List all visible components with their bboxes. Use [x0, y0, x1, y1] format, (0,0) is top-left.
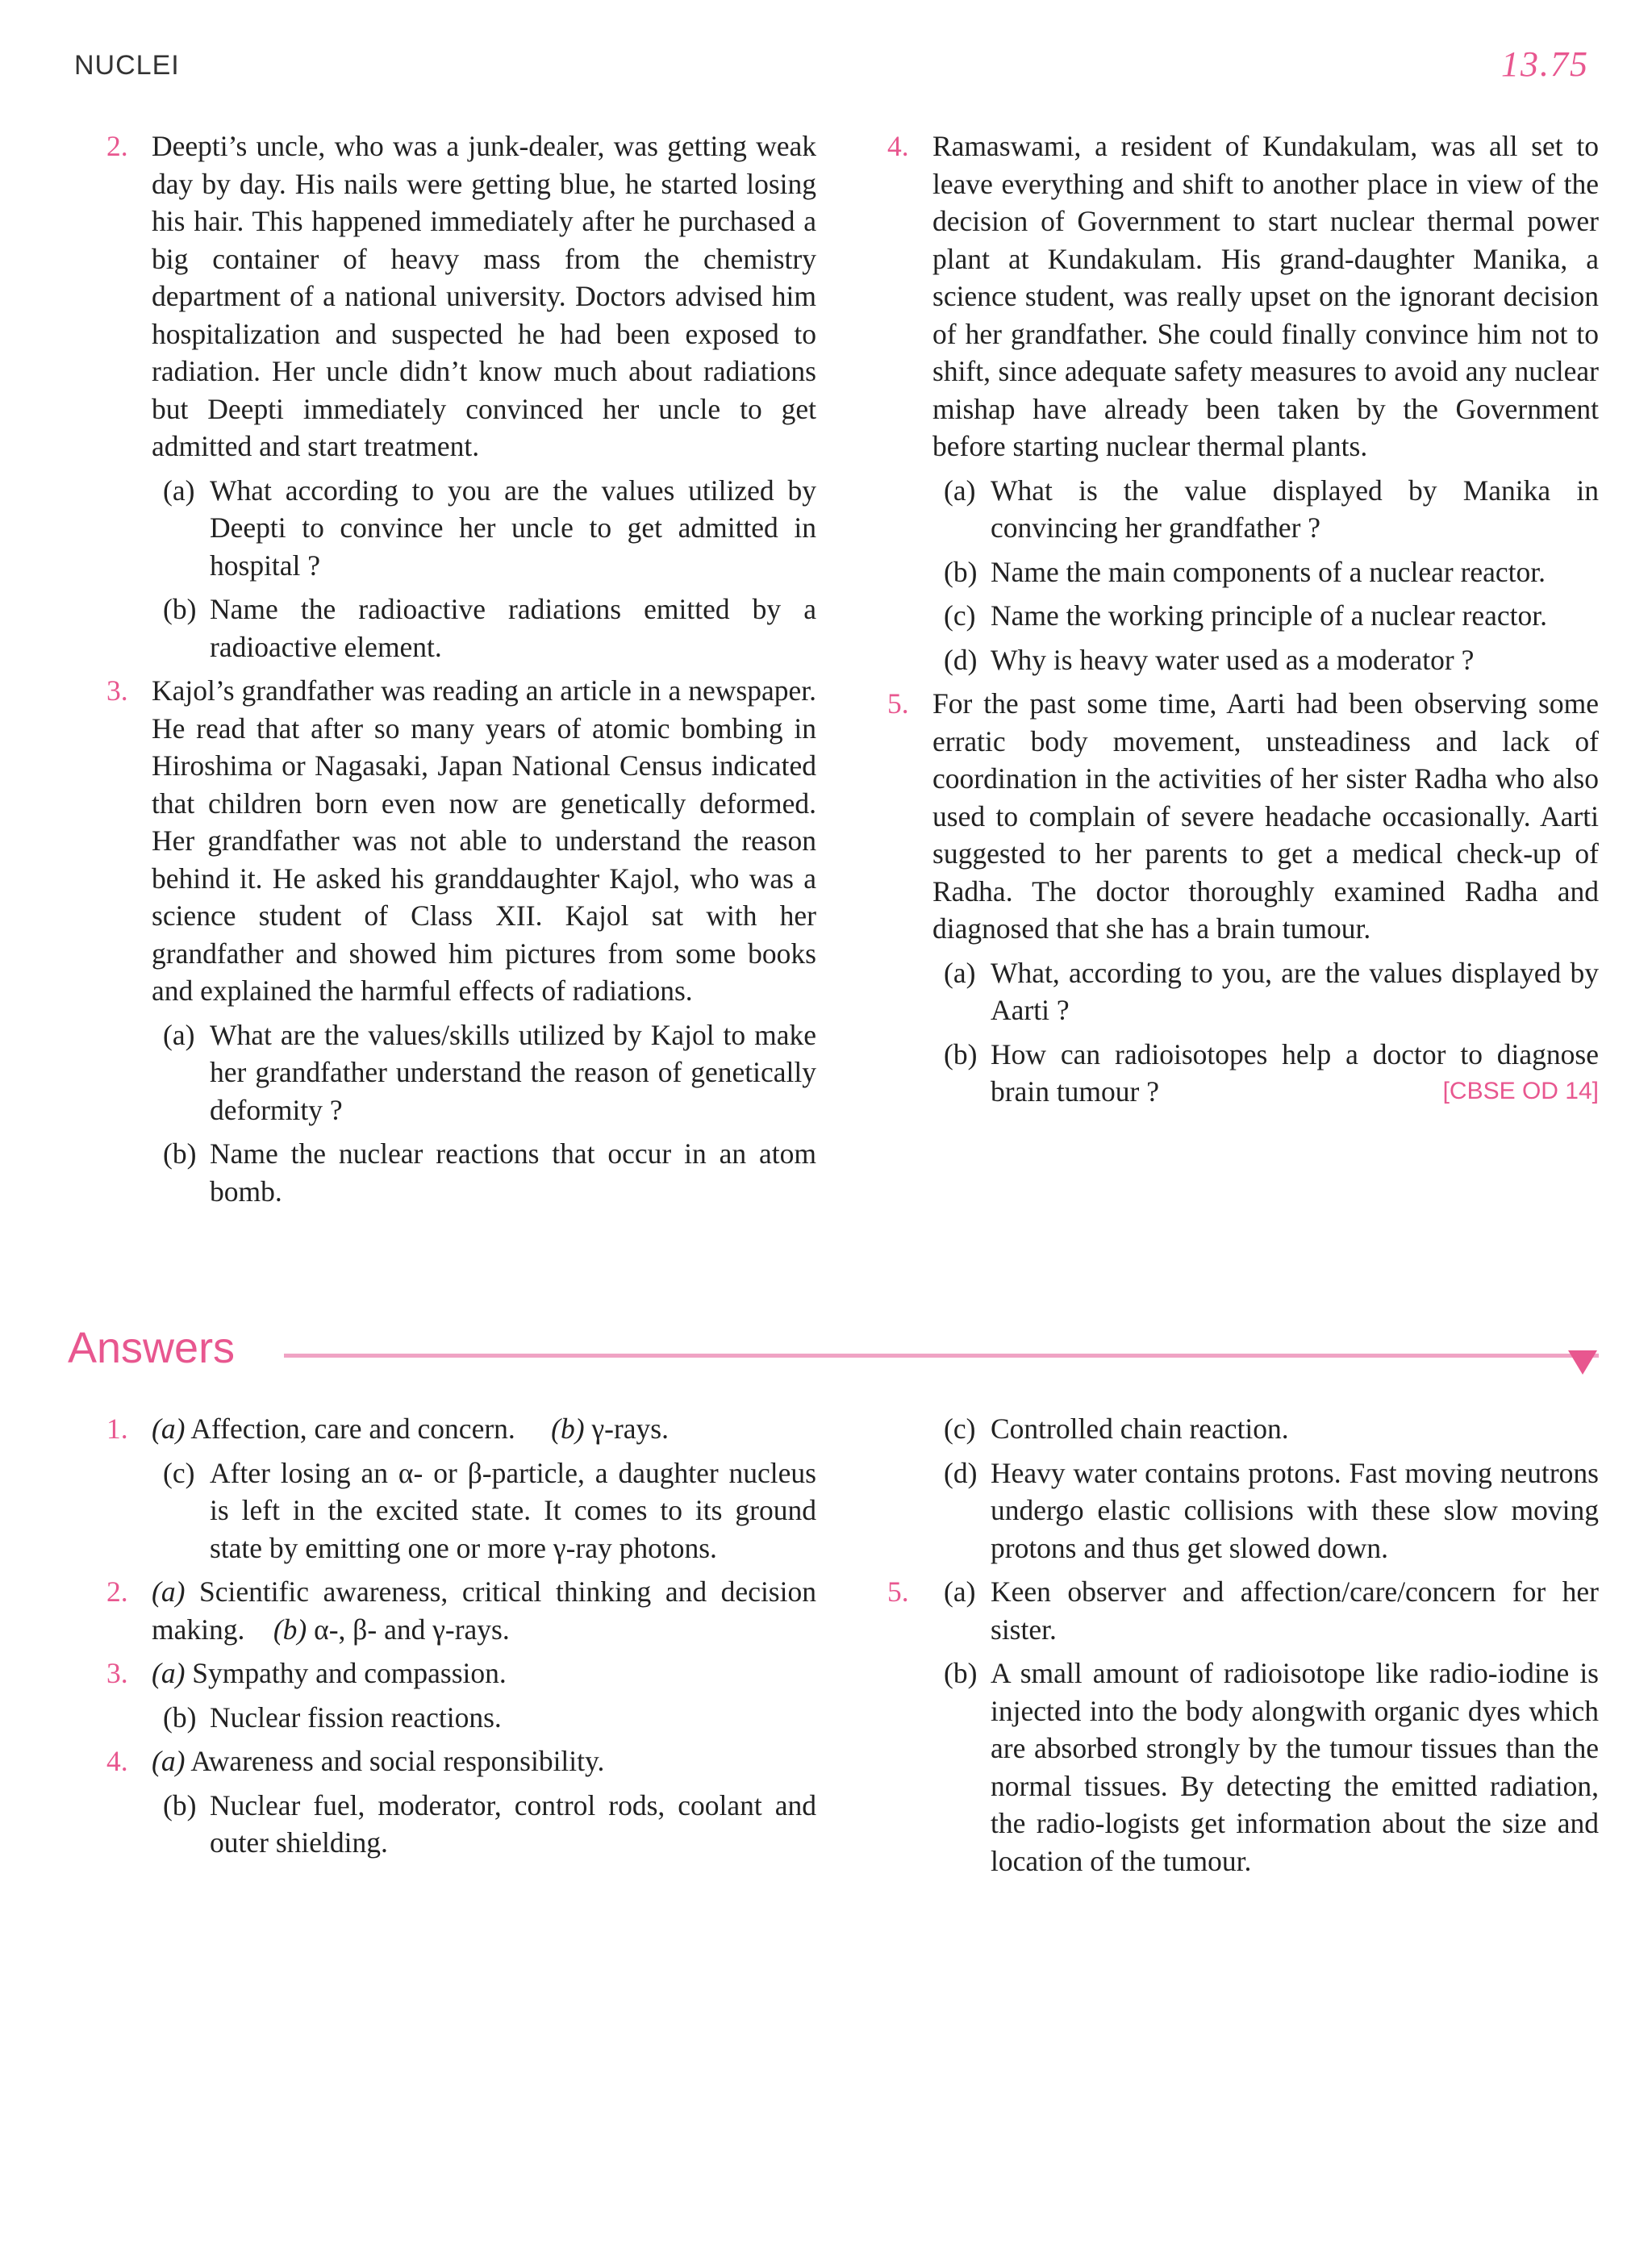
sub-label: (a): [163, 474, 195, 507]
answer-label: (a): [944, 1575, 976, 1608]
sub-text: How can radioisotopes help a doctor to diagnose brain tumour ?: [991, 1037, 1599, 1108]
question-4: [887, 127, 1599, 465]
question-4c: [887, 597, 1599, 635]
sub-text: Name the main components of a nuclear reactor.: [991, 555, 1546, 588]
answer-number: 3.: [106, 1657, 128, 1689]
answer-text: Awareness and social responsibility.: [190, 1745, 605, 1777]
questions-left-column: [106, 127, 816, 1216]
answer-label: (a): [152, 1575, 186, 1608]
answer-5: [887, 1573, 1599, 1648]
question-number: 2.: [106, 130, 128, 162]
question-3: [106, 672, 816, 1010]
answer-number: 2.: [106, 1575, 128, 1608]
answers-divider: [284, 1354, 1599, 1358]
question-4b: [887, 553, 1599, 591]
answer-label: (a): [152, 1657, 186, 1689]
answer-text: Scientific awareness, critical thinking and decision making.: [152, 1575, 816, 1646]
answers-heading: Answers: [68, 1324, 236, 1372]
sub-label: (b): [944, 555, 978, 588]
answer-4d: [887, 1454, 1599, 1567]
sub-label: (a): [944, 474, 976, 507]
answer-text: Nuclear fission reactions.: [210, 1700, 502, 1734]
answer-text: A small amount of radioisotope like radio-iodine is injected into the body alongwith organic dyes which are absorbed strongly by the tumour tissues than the normal tissues. By detecting the emitted radiation, the radio-logists get information about the size and location of the tumour.: [991, 1657, 1599, 1877]
answer-number: 4.: [106, 1745, 128, 1777]
sub-text: What, according to you, are the values displayed by Aarti ?: [991, 956, 1599, 1026]
answer-text: Heavy water contains protons. Fast moving neutrons undergo elastic collisions with these slow moving protons and thus get slowed down.: [991, 1456, 1599, 1564]
question-5a: [887, 954, 1599, 1029]
sub-label: (b): [163, 1137, 197, 1170]
answer-text: α-, β- and γ-rays.: [314, 1613, 510, 1646]
triangle-marker-icon: [1568, 1350, 1597, 1375]
sub-label: (b): [944, 1037, 978, 1070]
answer-text: γ-rays.: [591, 1413, 669, 1445]
sub-text: Name the nuclear reactions that occur in an atom bomb.: [210, 1137, 816, 1208]
answers-right-column: [887, 1410, 1599, 1886]
source-citation: [CBSE OD 14]: [1442, 1078, 1599, 1104]
answer-3: [106, 1655, 816, 1692]
sub-label: (c): [944, 599, 976, 632]
sub-text: Name the radioactive radiations emitted by a radioactive element.: [210, 593, 816, 663]
sub-label: (d): [944, 643, 978, 676]
question-2: [106, 127, 816, 465]
answer-label: (b): [163, 1700, 197, 1734]
answer-label: (b): [944, 1657, 978, 1689]
answer-text: Controlled chain reaction.: [991, 1413, 1289, 1445]
answer-number: 5.: [887, 1575, 909, 1608]
question-number: 4.: [887, 130, 909, 162]
page-number: 13.75: [1501, 44, 1589, 84]
sub-text: What are the values/skills utilized by Kajol to make her grandfather understand the reason of genetically deformity ?: [210, 1018, 816, 1126]
answer-label: (b): [551, 1413, 585, 1445]
answer-text: Sympathy and compassion.: [192, 1657, 507, 1689]
sub-text: What according to you are the values utilized by Deepti to convince her uncle to get admitted in hospital ?: [210, 474, 816, 582]
question-number: 5.: [887, 687, 909, 720]
question-2b: [106, 590, 816, 666]
sub-label: (a): [944, 956, 976, 989]
question-5: [887, 685, 1599, 948]
question-3a: [106, 1016, 816, 1129]
question-2a: [106, 472, 816, 585]
answer-text: Affection, care and concern.: [190, 1413, 515, 1445]
question-text: For the past some time, Aarti had been observing some erratic body movement, unsteadiness and lack of coordination in the activities of her sister Radha who also used to complain of severe headache occasionally. Aarti suggested to her parents to get a medical check-up of Radha. The doctor thoroughly examined Radha and diagnosed that she has a brain tumour.: [932, 687, 1599, 945]
answer-label: (d): [944, 1456, 978, 1489]
answer-label: (c): [944, 1413, 976, 1445]
answer-1c: [106, 1454, 816, 1567]
answer-1: [106, 1410, 816, 1448]
sub-text: Name the working principle of a nuclear reactor.: [991, 599, 1547, 632]
answer-3b: [106, 1699, 816, 1737]
question-text: Kajol’s grandfather was reading an article in a newspaper. He read that after so many years of atomic bombing in Hiroshima or Nagasaki, Japan National Census indicated that children born even now are genetically deformed. Her grandfather was not able to understand the reason behind it. He asked his granddaughter Kajol, who was a science student of Class XII. Kajol sat with her grandfather and showed him pictures from some books and explained the harmful effects of radiations.: [152, 674, 816, 1007]
question-5b: [887, 1036, 1599, 1111]
answer-4b: [106, 1787, 816, 1862]
sub-text: What is the value displayed by Manika in convincing her grandfather ?: [991, 474, 1599, 544]
answer-text: Nuclear fuel, moderator, control rods, coolant and outer shielding.: [210, 1788, 816, 1859]
question-number: 3.: [106, 674, 128, 707]
answer-label: (b): [273, 1613, 307, 1646]
answer-text: After losing an α- or β-particle, a daughter nucleus is left in the excited state. It comes to its ground state by emitting one or more γ-ray photons.: [210, 1456, 816, 1564]
question-3b: [106, 1135, 816, 1210]
sub-text: Why is heavy water used as a moderator ?: [991, 643, 1475, 676]
answer-4: [106, 1742, 816, 1780]
question-text: Deepti’s uncle, who was a junk-dealer, was getting weak day by day. His nails were getting blue, he started losing his hair. This happened immediately after he purchased a big container of heavy mass from the chemistry department of a national university. Doctors advised him hospitalization and suspected he had been exposed to radiation. Her uncle didn’t know much about radiations but Deepti immediately convinced her uncle to get admitted and start treatment.: [152, 130, 816, 462]
question-4d: [887, 641, 1599, 679]
answer-5b: [887, 1655, 1599, 1880]
chapter-header: NUCLEI: [74, 50, 180, 81]
answer-label: (a): [152, 1413, 186, 1445]
sub-label: (b): [163, 593, 197, 625]
answer-text: Keen observer and affection/care/concern for her sister.: [991, 1575, 1599, 1646]
question-text: Ramaswami, a resident of Kundakulam, was all set to leave everything and shift to another place in view of the decision of Government to start nuclear thermal power plant at Kundakulam. His grand-daughter Manika, a science student, was really upset on the ignorant decision of her grandfather. She could finally convince him not to shift, since adequate safety measures to avoid any nuclear mishap have already been taken by the Government before starting nuclear thermal plants.: [932, 130, 1599, 462]
question-4a: [887, 472, 1599, 547]
answer-label: (a): [152, 1745, 186, 1777]
answer-number: 1.: [106, 1413, 128, 1445]
answer-label: (c): [163, 1456, 195, 1489]
questions-right-column: [887, 127, 1599, 1117]
answer-4c: [887, 1410, 1599, 1448]
sub-label: (a): [163, 1018, 195, 1051]
answer-label: (b): [163, 1788, 197, 1821]
answer-2: [106, 1573, 816, 1648]
answers-left-column: [106, 1410, 816, 1868]
